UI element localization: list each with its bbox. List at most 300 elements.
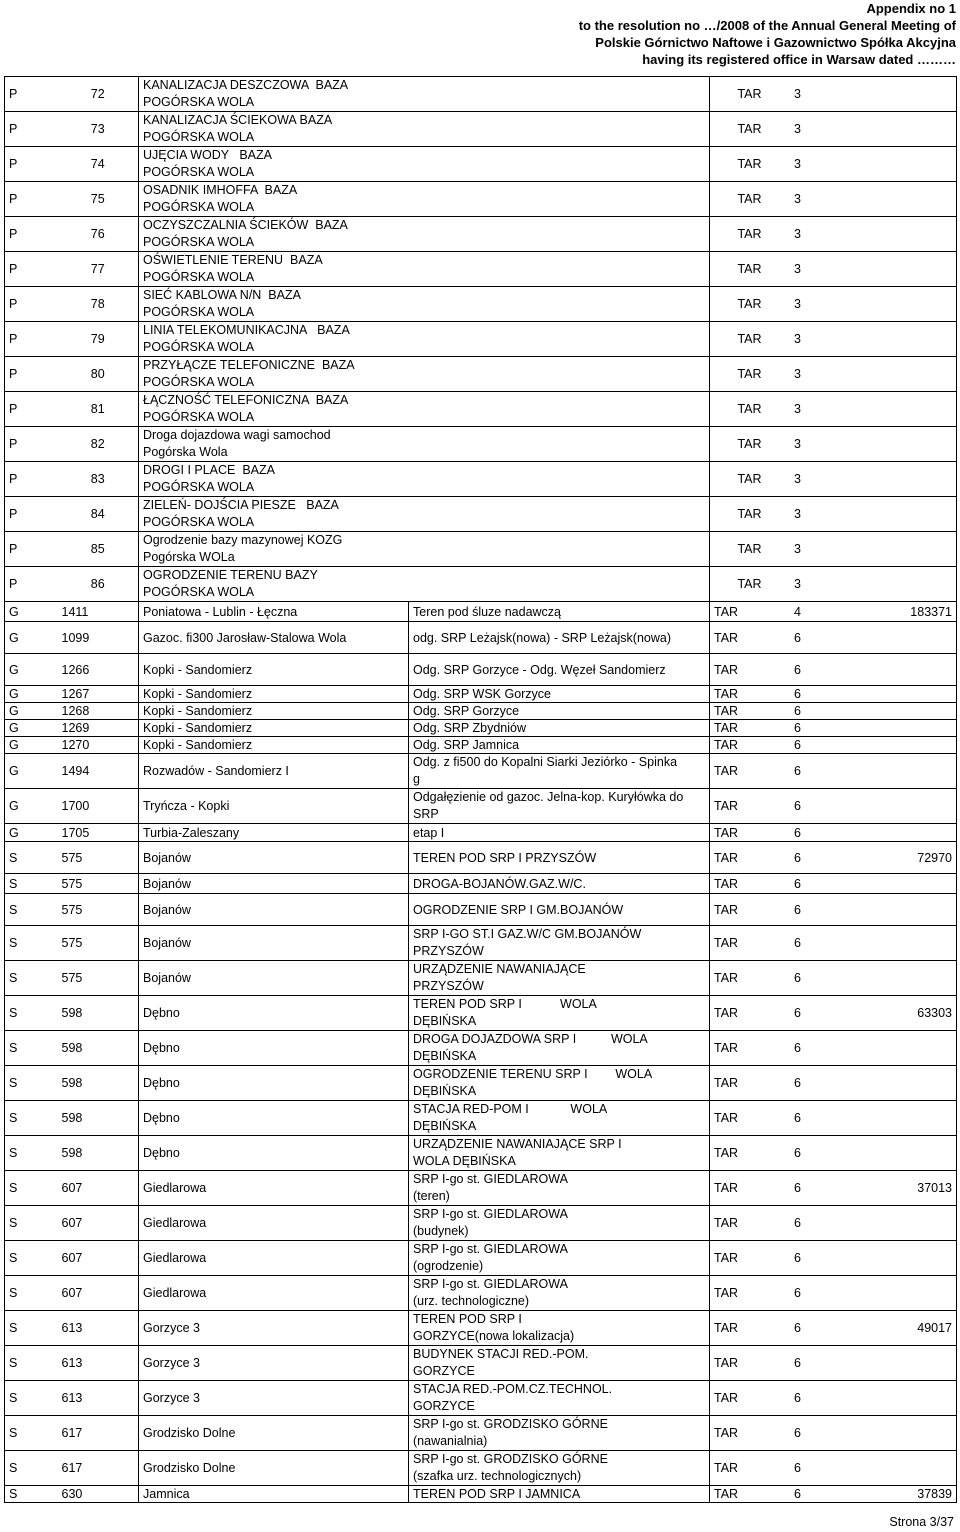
row-type-cell: P: [5, 567, 58, 602]
route-name-cell: Kopki - Sandomierz: [139, 686, 409, 703]
row-number-cell: 1705: [58, 824, 139, 842]
rate-cell: 6: [766, 1066, 830, 1101]
description-cell: OCZYSZCZALNIA ŚCIEKÓW BAZA POGÓRSKA WOLA: [139, 217, 710, 252]
row-type-cell: S: [5, 1066, 58, 1101]
category-cell: TAR: [710, 1416, 766, 1451]
category-cell: TAR: [710, 894, 766, 926]
rate-cell: 6: [766, 824, 830, 842]
asset-table: [4, 76, 957, 1503]
description-cell: Odg. SRP Zbydniów: [409, 720, 710, 737]
row-number-cell: 72: [58, 77, 139, 112]
value-cell: 37839: [830, 1486, 957, 1503]
table-row: [5, 1276, 957, 1311]
value-cell: [830, 1136, 957, 1171]
table-row: [5, 147, 957, 182]
table-row: [5, 703, 957, 720]
category-cell: TAR: [710, 427, 766, 462]
description-cell: TEREN POD SRP I WOLA DĘBIŃSKA: [409, 996, 710, 1031]
rate-cell: 3: [766, 357, 830, 392]
row-number-cell: 1270: [58, 737, 139, 754]
row-number-cell: 81: [58, 392, 139, 427]
rate-cell: 6: [766, 1416, 830, 1451]
value-cell: [830, 1276, 957, 1311]
route-name-cell: Gazoc. fi300 Jarosław-Stalowa Wola: [139, 622, 409, 654]
row-type-cell: P: [5, 217, 58, 252]
row-type-cell: S: [5, 1031, 58, 1066]
route-name-cell: Grodzisko Dolne: [139, 1451, 409, 1486]
category-cell: TAR: [710, 961, 766, 996]
rate-cell: 3: [766, 77, 830, 112]
rate-cell: 6: [766, 1346, 830, 1381]
route-name-cell: Dębno: [139, 1066, 409, 1101]
category-cell: TAR: [710, 737, 766, 754]
appendix-label: Appendix no 1: [866, 1, 956, 16]
category-cell: TAR: [710, 322, 766, 357]
rate-cell: 6: [766, 894, 830, 926]
rate-cell: 6: [766, 996, 830, 1031]
description-cell: Odg. SRP WSK Gorzyce: [409, 686, 710, 703]
description-cell: TEREN POD SRP I GORZYCE(nowa lokalizacja): [409, 1311, 710, 1346]
value-cell: 49017: [830, 1311, 957, 1346]
rate-cell: 6: [766, 1171, 830, 1206]
row-number-cell: 630: [58, 1486, 139, 1503]
value-cell: [830, 322, 957, 357]
row-type-cell: P: [5, 147, 58, 182]
rate-cell: 6: [766, 686, 830, 703]
category-cell: TAR: [710, 1451, 766, 1486]
route-name-cell: Bojanów: [139, 926, 409, 961]
route-name-cell: Giedlarowa: [139, 1241, 409, 1276]
row-number-cell: 607: [58, 1241, 139, 1276]
rate-cell: 6: [766, 1381, 830, 1416]
row-number-cell: 74: [58, 147, 139, 182]
table-row: [5, 287, 957, 322]
description-cell: Odg. SRP Jamnica: [409, 737, 710, 754]
value-cell: [830, 1066, 957, 1101]
category-cell: TAR: [710, 392, 766, 427]
row-type-cell: P: [5, 112, 58, 147]
row-type-cell: S: [5, 1486, 58, 1503]
category-cell: TAR: [710, 497, 766, 532]
table-row: [5, 1206, 957, 1241]
table-row: [5, 874, 957, 894]
category-cell: TAR: [710, 1206, 766, 1241]
rate-cell: 3: [766, 287, 830, 322]
rate-cell: 6: [766, 737, 830, 754]
rate-cell: 3: [766, 252, 830, 287]
row-number-cell: 607: [58, 1206, 139, 1241]
rate-cell: 6: [766, 1206, 830, 1241]
description-cell: DROGI I PLACE BAZA POGÓRSKA WOLA: [139, 462, 710, 497]
value-cell: [830, 754, 957, 789]
value-cell: 183371: [830, 602, 957, 622]
row-number-cell: 575: [58, 842, 139, 874]
rate-cell: 3: [766, 567, 830, 602]
description-cell: SRP I-go st. GIEDLAROWA (teren): [409, 1171, 710, 1206]
table-row: [5, 926, 957, 961]
table-row: [5, 392, 957, 427]
row-number-cell: 80: [58, 357, 139, 392]
row-number-cell: 76: [58, 217, 139, 252]
category-cell: TAR: [710, 112, 766, 147]
row-type-cell: P: [5, 497, 58, 532]
route-name-cell: Kopki - Sandomierz: [139, 737, 409, 754]
category-cell: TAR: [710, 602, 766, 622]
row-number-cell: 617: [58, 1451, 139, 1486]
row-type-cell: S: [5, 996, 58, 1031]
description-cell: Teren pod śluze nadawczą: [409, 602, 710, 622]
row-number-cell: 73: [58, 112, 139, 147]
table-row: [5, 567, 957, 602]
category-cell: TAR: [710, 357, 766, 392]
rate-cell: 6: [766, 926, 830, 961]
rate-cell: 3: [766, 462, 830, 497]
route-name-cell: Bojanów: [139, 842, 409, 874]
route-name-cell: Giedlarowa: [139, 1171, 409, 1206]
rate-cell: 6: [766, 1276, 830, 1311]
value-cell: [830, 1241, 957, 1276]
row-type-cell: P: [5, 182, 58, 217]
table-row: [5, 720, 957, 737]
row-type-cell: P: [5, 252, 58, 287]
description-cell: DROGA DOJAZDOWA SRP I WOLA DĘBIŃSKA: [409, 1031, 710, 1066]
description-cell: SRP I-go st. GIEDLAROWA (urz. technologiczne): [409, 1276, 710, 1311]
rate-cell: 3: [766, 392, 830, 427]
description-cell: PRZYŁĄCZE TELEFONICZNE BAZA POGÓRSKA WOLA: [139, 357, 710, 392]
row-type-cell: G: [5, 602, 58, 622]
row-number-cell: 613: [58, 1311, 139, 1346]
route-name-cell: Dębno: [139, 1031, 409, 1066]
value-cell: [830, 654, 957, 686]
category-cell: TAR: [710, 720, 766, 737]
table-row: [5, 1486, 957, 1503]
category-cell: TAR: [710, 996, 766, 1031]
row-type-cell: G: [5, 703, 58, 720]
row-number-cell: 575: [58, 961, 139, 996]
row-type-cell: S: [5, 1311, 58, 1346]
description-cell: LINIA TELEKOMUNIKACJNA BAZA POGÓRSKA WOLA: [139, 322, 710, 357]
category-cell: TAR: [710, 1346, 766, 1381]
rate-cell: 3: [766, 497, 830, 532]
description-cell: odg. SRP Leżajsk(nowa) - SRP Leżajsk(nowa): [409, 622, 710, 654]
row-number-cell: 1099: [58, 622, 139, 654]
rate-cell: 6: [766, 1311, 830, 1346]
route-name-cell: Turbia-Zaleszany: [139, 824, 409, 842]
row-number-cell: 78: [58, 287, 139, 322]
table-row: [5, 894, 957, 926]
category-cell: TAR: [710, 287, 766, 322]
description-cell: OGRODZENIE TERENU BAZY POGÓRSKA WOLA: [139, 567, 710, 602]
value-cell: [830, 1031, 957, 1066]
route-name-cell: Jamnica: [139, 1486, 409, 1503]
description-cell: OSADNIK IMHOFFA BAZA POGÓRSKA WOLA: [139, 182, 710, 217]
rate-cell: 6: [766, 1031, 830, 1066]
category-cell: TAR: [710, 754, 766, 789]
route-name-cell: Giedlarowa: [139, 1276, 409, 1311]
table-row: [5, 427, 957, 462]
table-row: [5, 996, 957, 1031]
description-cell: SIEĆ KABLOWA N/N BAZA POGÓRSKA WOLA: [139, 287, 710, 322]
value-cell: [830, 824, 957, 842]
category-cell: TAR: [710, 926, 766, 961]
row-number-cell: 1266: [58, 654, 139, 686]
table-row: [5, 357, 957, 392]
row-number-cell: 613: [58, 1346, 139, 1381]
table-row: [5, 462, 957, 497]
route-name-cell: Kopki - Sandomierz: [139, 703, 409, 720]
row-type-cell: P: [5, 392, 58, 427]
description-cell: SRP I-go st. GRODZISKO GÓRNE (szafka urz. technologicznych): [409, 1451, 710, 1486]
table-row: [5, 654, 957, 686]
row-number-cell: 85: [58, 532, 139, 567]
description-cell: SRP I-go st. GIEDLAROWA (budynek): [409, 1206, 710, 1241]
row-type-cell: G: [5, 720, 58, 737]
table-row: [5, 602, 957, 622]
value-cell: [830, 112, 957, 147]
value-cell: [830, 789, 957, 824]
row-number-cell: 607: [58, 1276, 139, 1311]
row-number-cell: 598: [58, 1066, 139, 1101]
row-number-cell: 607: [58, 1171, 139, 1206]
table-row: [5, 112, 957, 147]
value-cell: [830, 77, 957, 112]
category-cell: TAR: [710, 1171, 766, 1206]
value-cell: [830, 1451, 957, 1486]
value-cell: [830, 182, 957, 217]
route-name-cell: Bojanów: [139, 961, 409, 996]
value-cell: [830, 703, 957, 720]
category-cell: TAR: [710, 1101, 766, 1136]
row-type-cell: S: [5, 1346, 58, 1381]
row-number-cell: 1267: [58, 686, 139, 703]
document-header: [579, 0, 956, 68]
description-cell: TEREN POD SRP I JAMNICA: [409, 1486, 710, 1503]
row-number-cell: 598: [58, 1031, 139, 1066]
rate-cell: 6: [766, 789, 830, 824]
row-number-cell: 575: [58, 926, 139, 961]
rate-cell: 3: [766, 532, 830, 567]
row-type-cell: S: [5, 894, 58, 926]
description-cell: STACJA RED-POM I WOLA DĘBIŃSKA: [409, 1101, 710, 1136]
description-cell: Odg. z fi500 do Kopalni Siarki Jeziórko - Spinka g: [409, 754, 710, 789]
value-cell: [830, 567, 957, 602]
table-row: [5, 182, 957, 217]
row-type-cell: P: [5, 287, 58, 322]
rate-cell: 6: [766, 961, 830, 996]
row-number-cell: 77: [58, 252, 139, 287]
row-type-cell: S: [5, 1171, 58, 1206]
rate-cell: 6: [766, 703, 830, 720]
row-type-cell: G: [5, 754, 58, 789]
office-line: having its registered office in Warsaw dated ………: [642, 52, 956, 67]
rate-cell: 6: [766, 842, 830, 874]
table-row: [5, 961, 957, 996]
value-cell: [830, 874, 957, 894]
row-type-cell: S: [5, 961, 58, 996]
table-row: [5, 217, 957, 252]
category-cell: TAR: [710, 462, 766, 497]
rate-cell: 6: [766, 754, 830, 789]
rate-cell: 4: [766, 602, 830, 622]
value-cell: 37013: [830, 1171, 957, 1206]
rate-cell: 3: [766, 112, 830, 147]
rate-cell: 6: [766, 1101, 830, 1136]
asset-table-body: [5, 77, 957, 1503]
value-cell: 72970: [830, 842, 957, 874]
value-cell: [830, 622, 957, 654]
rate-cell: 6: [766, 622, 830, 654]
row-number-cell: 617: [58, 1416, 139, 1451]
rate-cell: 6: [766, 654, 830, 686]
value-cell: [830, 252, 957, 287]
row-type-cell: G: [5, 622, 58, 654]
route-name-cell: Kopki - Sandomierz: [139, 654, 409, 686]
route-name-cell: Dębno: [139, 996, 409, 1031]
value-cell: [830, 926, 957, 961]
row-type-cell: G: [5, 686, 58, 703]
row-type-cell: S: [5, 874, 58, 894]
value-cell: [830, 686, 957, 703]
row-type-cell: G: [5, 824, 58, 842]
category-cell: TAR: [710, 567, 766, 602]
category-cell: TAR: [710, 789, 766, 824]
row-number-cell: 1494: [58, 754, 139, 789]
description-cell: KANALIZACJA DESZCZOWA BAZA POGÓRSKA WOLA: [139, 77, 710, 112]
route-name-cell: Grodzisko Dolne: [139, 1416, 409, 1451]
description-cell: SRP I-go st. GRODZISKO GÓRNE (nawanialnia): [409, 1416, 710, 1451]
value-cell: [830, 1416, 957, 1451]
row-type-cell: S: [5, 1206, 58, 1241]
table-row: [5, 77, 957, 112]
table-row: [5, 842, 957, 874]
route-name-cell: Gorzyce 3: [139, 1381, 409, 1416]
description-cell: TEREN POD SRP I PRZYSZÓW: [409, 842, 710, 874]
table-row: [5, 1066, 957, 1101]
description-cell: Droga dojazdowa wagi samochod Pogórska Wola: [139, 427, 710, 462]
row-type-cell: S: [5, 1136, 58, 1171]
category-cell: TAR: [710, 182, 766, 217]
category-cell: TAR: [710, 654, 766, 686]
row-number-cell: 86: [58, 567, 139, 602]
category-cell: TAR: [710, 874, 766, 894]
description-cell: etap I: [409, 824, 710, 842]
route-name-cell: Bojanów: [139, 894, 409, 926]
value-cell: [830, 894, 957, 926]
category-cell: TAR: [710, 842, 766, 874]
description-cell: OGRODZENIE TERENU SRP I WOLA DĘBIŃSKA: [409, 1066, 710, 1101]
rate-cell: 6: [766, 874, 830, 894]
row-number-cell: 82: [58, 427, 139, 462]
route-name-cell: Bojanów: [139, 874, 409, 894]
resolution-line: to the resolution no …/2008 of the Annual General Meeting of: [578, 18, 956, 33]
row-number-cell: 575: [58, 894, 139, 926]
row-number-cell: 1269: [58, 720, 139, 737]
value-cell: [830, 392, 957, 427]
description-cell: OGRODZENIE SRP I GM.BOJANÓW: [409, 894, 710, 926]
description-cell: STACJA RED.-POM.CZ.TECHNOL. GORZYCE: [409, 1381, 710, 1416]
category-cell: TAR: [710, 147, 766, 182]
route-name-cell: Gorzyce 3: [139, 1311, 409, 1346]
row-type-cell: S: [5, 1101, 58, 1136]
route-name-cell: Gorzyce 3: [139, 1346, 409, 1381]
value-cell: [830, 1381, 957, 1416]
table-row: [5, 252, 957, 287]
category-cell: TAR: [710, 1381, 766, 1416]
description-cell: Odgałęzienie od gazoc. Jelna-kop. Kuryłówka do SRP: [409, 789, 710, 824]
page-number: Strona 3/37: [889, 1515, 954, 1529]
table-row: [5, 754, 957, 789]
value-cell: [830, 532, 957, 567]
rate-cell: 6: [766, 1136, 830, 1171]
description-cell: ZIELEŃ- DOJŚCIA PIESZE BAZA POGÓRSKA WOLA: [139, 497, 710, 532]
category-cell: TAR: [710, 77, 766, 112]
row-type-cell: G: [5, 654, 58, 686]
description-cell: BUDYNEK STACJI RED.-POM. GORZYCE: [409, 1346, 710, 1381]
category-cell: TAR: [710, 1241, 766, 1276]
row-type-cell: S: [5, 1241, 58, 1276]
value-cell: [830, 427, 957, 462]
table-row: [5, 1451, 957, 1486]
value-cell: [830, 357, 957, 392]
row-number-cell: 1700: [58, 789, 139, 824]
row-number-cell: 83: [58, 462, 139, 497]
value-cell: [830, 497, 957, 532]
category-cell: TAR: [710, 532, 766, 567]
table-row: [5, 322, 957, 357]
row-type-cell: S: [5, 842, 58, 874]
value-cell: 63303: [830, 996, 957, 1031]
category-cell: TAR: [710, 703, 766, 720]
table-row: [5, 1241, 957, 1276]
company-name: Polskie Górnictwo Naftowe i Gazownictwo Spółka Akcyjna: [595, 35, 956, 50]
table-row: [5, 497, 957, 532]
row-number-cell: 84: [58, 497, 139, 532]
row-number-cell: 575: [58, 874, 139, 894]
row-type-cell: S: [5, 1416, 58, 1451]
table-row: [5, 824, 957, 842]
row-number-cell: 79: [58, 322, 139, 357]
route-name-cell: Rozwadów - Sandomierz I: [139, 754, 409, 789]
description-cell: ŁĄCZNOŚĆ TELEFONICZNA BAZA POGÓRSKA WOLA: [139, 392, 710, 427]
row-number-cell: 75: [58, 182, 139, 217]
row-type-cell: G: [5, 737, 58, 754]
rate-cell: 6: [766, 1241, 830, 1276]
row-number-cell: 613: [58, 1381, 139, 1416]
description-cell: SRP I-go st. GIEDLAROWA (ogrodzenie): [409, 1241, 710, 1276]
table-row: [5, 1416, 957, 1451]
value-cell: [830, 961, 957, 996]
row-type-cell: P: [5, 462, 58, 497]
value-cell: [830, 287, 957, 322]
rate-cell: 3: [766, 427, 830, 462]
rate-cell: 3: [766, 217, 830, 252]
row-type-cell: S: [5, 926, 58, 961]
value-cell: [830, 1206, 957, 1241]
table-row: [5, 1381, 957, 1416]
row-number-cell: 1411: [58, 602, 139, 622]
category-cell: TAR: [710, 622, 766, 654]
description-cell: SRP I-GO ST.I GAZ.W/C GM.BOJANÓW PRZYSZÓW: [409, 926, 710, 961]
category-cell: TAR: [710, 217, 766, 252]
route-name-cell: Dębno: [139, 1136, 409, 1171]
route-name-cell: Poniatowa - Lublin - Łęczna: [139, 602, 409, 622]
value-cell: [830, 462, 957, 497]
route-name-cell: Giedlarowa: [139, 1206, 409, 1241]
table-row: [5, 1171, 957, 1206]
category-cell: TAR: [710, 1031, 766, 1066]
description-cell: Odg. SRP Gorzyce: [409, 703, 710, 720]
value-cell: [830, 1101, 957, 1136]
